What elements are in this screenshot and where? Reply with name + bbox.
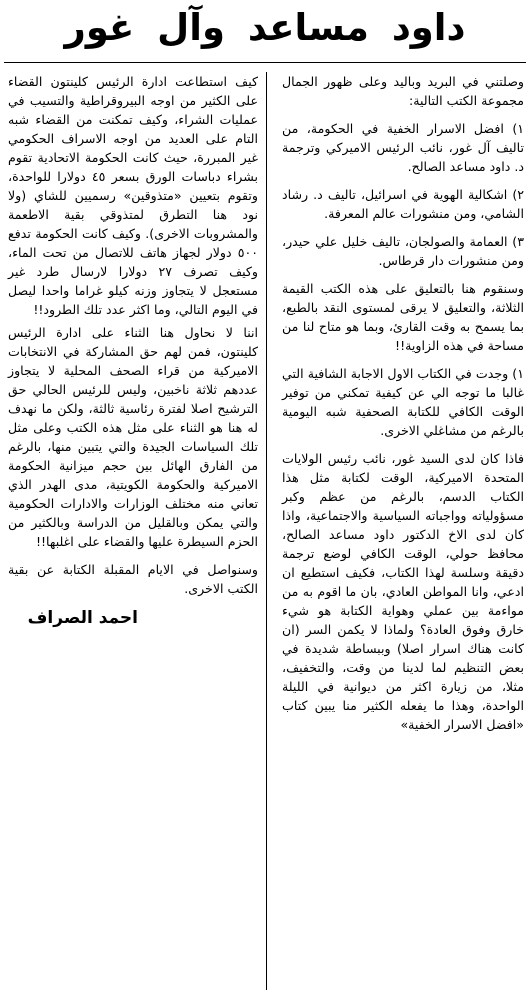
- paragraph-intro: وصلتني في البريد وباليد وعلى ظهور الجمال مجموعة الكتب التالية:: [282, 74, 524, 108]
- headline: داود مساعد وآل غور: [64, 6, 466, 49]
- paragraph-commentary-intro: وسنقوم هنا بالتعليق على هذه الكتب القيمة الثلاثة، والتعليق لا يرقى لمستوى النقد بالطبع، بما يسمح به وقت القارئ، وبما هو متاح لنا من مساحة في هذه الزاوية!!: [282, 281, 524, 353]
- paragraph-book-2: ٢) اشكالية الهوية في اسرائيل، تاليف د. رشاد الشامي، ومن منشورات عالم المعرفة.: [282, 187, 524, 221]
- paragraph-book-3: ٣) العمامة والصولجان، تاليف خليل علي حيدر، ومن منشورات دار قرطاس.: [282, 234, 524, 268]
- author-byline: احمد الصراف: [27, 608, 138, 628]
- paragraph-first-book: ١) وجدت في الكتاب الاول الاجابة الشافية التي غالبا ما توجه الي عن كيفية تمكني من توفير الوقت الكافي للكتابة الصحفية شبه اليومية بالرغم من مشاغلي الاخرى.: [282, 366, 524, 438]
- right-column: [282, 72, 524, 992]
- paragraph-clinton-admin: كيف استطاعت ادارة الرئيس كلينتون القضاء على الكثير من اوجه البيروقراطية والتسيب في عمليات الشراء، وكيف تمكنت من القضاء شبه التام على العديد من اوجه الاسراف الحكومي غير المبررة، حيث كانت الحكومة الاتحادية تقوم بشراء دباسات الورق بسعر ٤٥ دولارا للواحدة، وتقوم بتعيين «متذوقين» رسميين للشاي (ولا نود هنا التطرق لمتذوقي بقية الاطعمة والمشروبات الاخرى). وكيف كانت الحكومة تدفع ٥٠٠ دولار لجهاز هاتف للاتصال من تحت الماء، وكيف تصرف ٢٧ دولارا لارسال طرد غير مستعجل لا يتجاوز وزنه كيلو غراما واحدا ليصل في اليوم التالي، وما اكثر عدد تلك الطرود!!: [8, 74, 259, 317]
- paragraph-praise: اننا لا نحاول هنا الثناء على ادارة الرئيس كلينتون، فمن لهم حق المشاركة في الانتخابات الاميركية من قراء الصحف المحلية لا يتجاوز عددهم ثلاثة ناخبين، وليس للرئيس الحالي حق الترشيح اصلا لفترة رئاسية ثالثة، ولكن ما نهدف له هنا هو الثناء على مثل هذه الكتب وعلى مثل تلك السياسات الجيدة والتي يتبين منها، بالرغم من الفارق الهائل بين حجم ميزانية الحكومة الاميركية والحكومة الكويتية، مدى الهدر الذي تعاني منه مختلف الوزارات والادارات الحكومية والتي يمكن وبالقليل من الدراسة وبالكثير من الحزم السيطرة عليها والقضاء على اغلبها!!: [8, 325, 258, 549]
- left-column: [8, 72, 258, 992]
- headline-divider: [4, 62, 526, 63]
- paragraph-book-1: ١) افضل الاسرار الخفية في الحكومة، من تاليف آل غور، نائب الرئيس الاميركي وترجمة د. داود مساعد الصالح.: [282, 121, 524, 174]
- paragraph-closing: وسنواصل في الايام المقبلة الكتابة عن بقية الكتب الاخرى.: [8, 562, 258, 596]
- column-divider: [266, 72, 267, 990]
- paragraph-gore-time: فاذا كان لدى السيد غور، نائب رئيس الولايات المتحدة الاميركية، الوقت لكتابة مثل هذا الكتاب الدسم، بالرغم من عظم وكبر مسؤولياته وواجباته السياسية والاجتماعية، واذا كان لدى الاخ الدكتور داود مساعد الصالح، محافظ حولي، الوقت الكافي لوضع ترجمة دقيقة وسلسة لهذا الكتاب، فكيف استطيع ان ادعي، وانا المواطن العادي، بان ما اقوم به من مواءمة بين عملي وهواية الكتابة هو شيء خارق وفوق العادة؟ ولماذا لا يكمن السر (ان كانت هناك اسرار اصلا) وببساطة شديدة في بعض التنظيم لما لدينا من وقت، والتخفيف، مثلا، من زيارة اكثر من ديوانية في الليلة الواحدة، وهذا ما يفعله الكثير منا يبين كتاب «افضل الاسرار الخفية»: [282, 451, 524, 732]
